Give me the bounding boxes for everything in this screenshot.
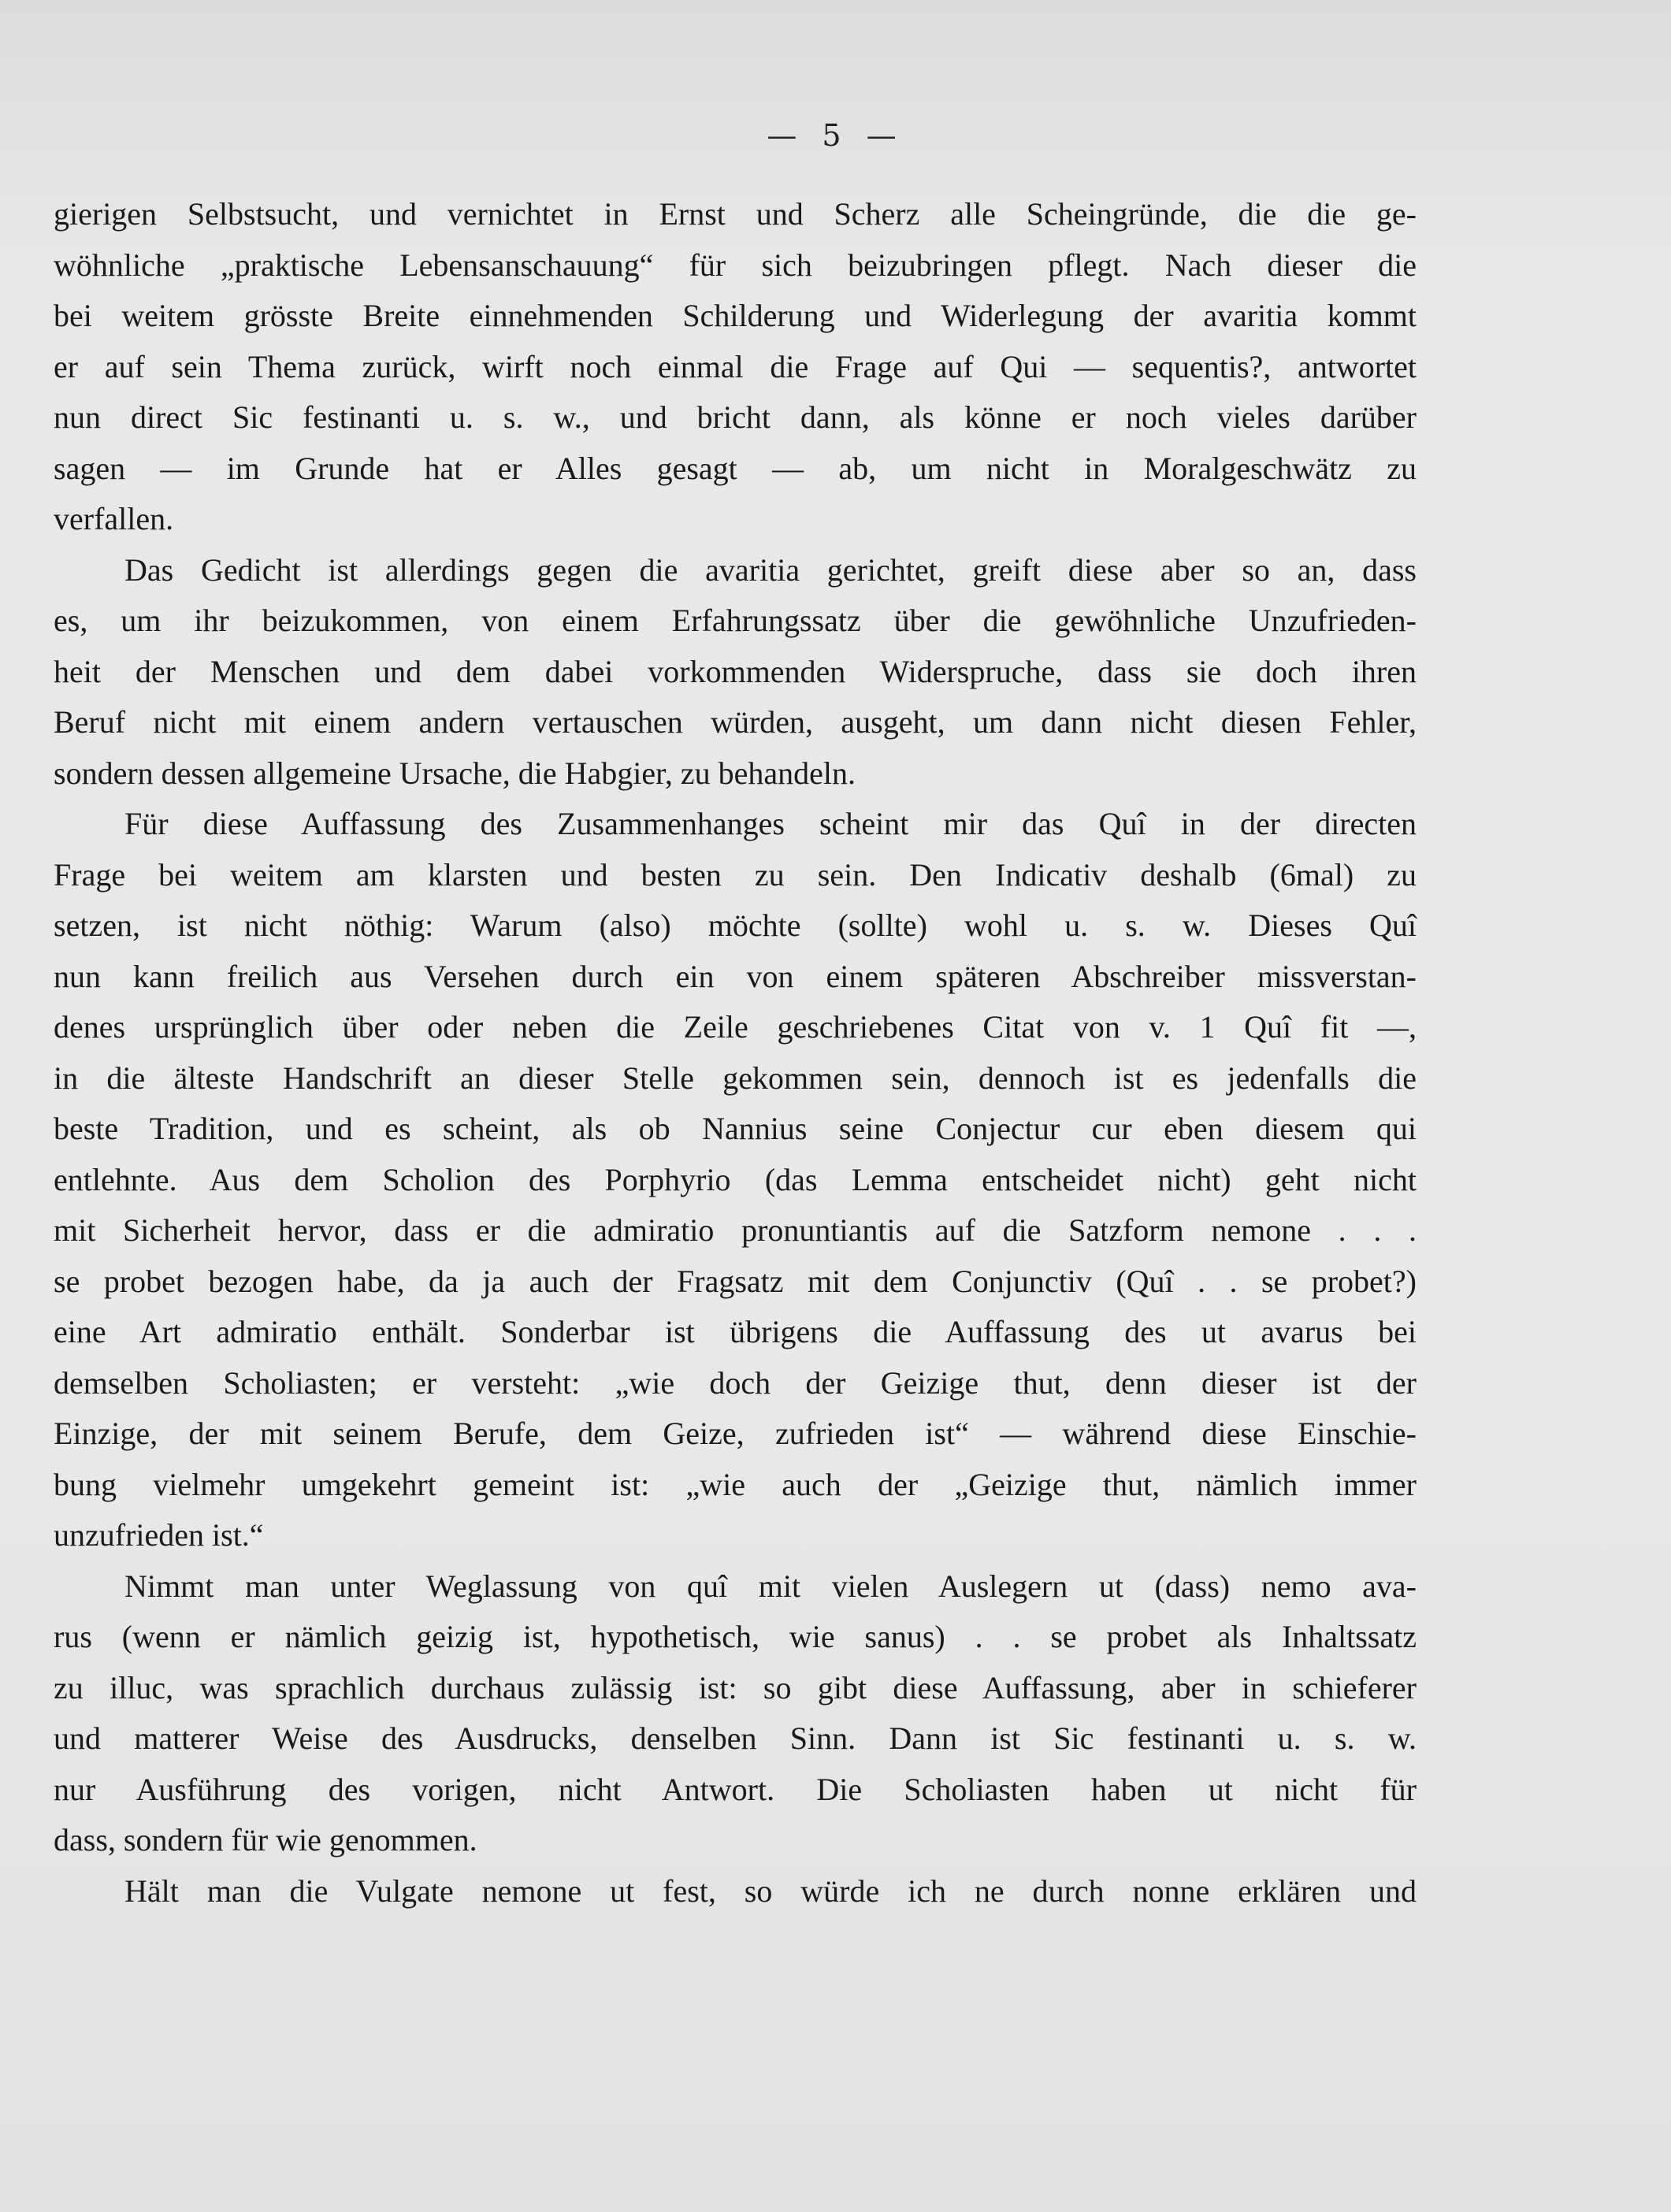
text-line: es, um ihr beizukommen, von einem Erfahrungssatz über die gewöhnliche Unzufrieden- xyxy=(54,603,1417,638)
text-line: Hält man die Vulgate nemone ut fest, so würde ich ne durch nonne erklären und xyxy=(124,1872,1417,1909)
text-line: Für diese Auffassung des Zusammenhanges scheint mir das Quî in der directen xyxy=(124,806,1417,841)
text-line: entlehnte. Aus dem Scholion des Porphyrio (das Lemma entscheidet nicht) geht nicht xyxy=(54,1161,1417,1197)
text-line: nur Ausführung des vorigen, nicht Antwort. Die Scholiasten haben ut nicht für xyxy=(54,1771,1417,1807)
text-line: er auf sein Thema zurück, wirft noch einmal die Frage auf Qui — sequentis?, antwortet xyxy=(54,348,1417,384)
text-line: rus (wenn er nämlich geizig ist, hypothetisch, wie sanus) . . se probet als Inhaltssatz xyxy=(54,1619,1417,1654)
text-line: und matterer Weise des Ausdrucks, denselben Sinn. Dann ist Sic festinanti u. s. w. xyxy=(54,1720,1417,1756)
text-line: in die älteste Handschrift an dieser Stelle gekommen sein, dennoch ist es jedenfalls die xyxy=(54,1060,1417,1096)
text-line: Frage bei weitem am klarsten und besten zu sein. Den Indicativ deshalb (6mal) zu xyxy=(54,856,1417,893)
body-text xyxy=(54,189,1417,1917)
text-line: gierigen Selbstsucht, und vernichtet in Ernst und Scherz alle Scheingründe, die die ge- xyxy=(54,196,1417,232)
text-line: nun direct Sic festinanti u. s. w., und bricht dann, als könne er noch vieles darüber xyxy=(54,399,1417,435)
text-line: Das Gedicht ist allerdings gegen die avaritia gerichtet, greift diese aber so an, dass xyxy=(124,551,1417,588)
text-line: bung vielmehr umgekehrt gemeint ist: „wie auch der „Geizige thut, nämlich immer xyxy=(54,1466,1417,1502)
text-line: demselben Scholiasten; er versteht: „wie doch der Geizige thut, denn dieser ist der xyxy=(54,1364,1417,1401)
text-line: eine Art admiratio enthält. Sonderbar ist übrigens die Auffassung des ut avarus bei xyxy=(54,1314,1417,1349)
text-line: zu illuc, was sprachlich durchaus zulässig ist: so gibt diese Auffassung, aber in schieferer xyxy=(54,1669,1417,1705)
text-line: verfallen. xyxy=(54,501,174,536)
text-line: nun kann freilich aus Versehen durch ein von einem späteren Abschreiber missverstan- xyxy=(54,958,1417,994)
text-line: heit der Menschen und dem dabei vorkommenden Widerspruche, dass sie doch ihren xyxy=(54,653,1417,689)
text-line: Beruf nicht mit einem andern vertauschen würden, ausgeht, um dann nicht diesen Fehler, xyxy=(54,704,1417,740)
text-line: unzufrieden ist.“ xyxy=(54,1517,264,1553)
text-line: setzen, ist nicht nöthig: Warum (also) möchte (sollte) wohl u. s. w. Dieses Quî xyxy=(54,907,1417,943)
text-line: bei weitem grösste Breite einnehmenden Schilderung und Widerlegung der avaritia kommt xyxy=(54,298,1417,333)
text-line: wöhnliche „praktische Lebensanschauung“ für sich beizubringen pflegt. Nach dieser die xyxy=(54,247,1417,283)
text-line: Einzige, der mit seinem Berufe, dem Geize, zufrieden ist“ — während diese Einschie- xyxy=(54,1416,1417,1451)
page-number: — 5 — xyxy=(767,118,904,153)
text-line: denes ursprünglich über oder neben die Zeile geschriebenes Citat von v. 1 Quî fit —, xyxy=(54,1009,1417,1045)
text-line: sagen — im Grunde hat er Alles gesagt — ab, um nicht in Moralgeschwätz zu xyxy=(54,450,1417,486)
text-line: Nimmt man unter Weglassung von quî mit vielen Auslegern ut (dass) nemo ava- xyxy=(124,1568,1417,1604)
text-line: beste Tradition, und es scheint, als ob Nannius seine Conjectur cur eben diesem qui xyxy=(54,1111,1417,1146)
text-line: dass, sondern für wie genommen. xyxy=(54,1822,477,1858)
text-line: sondern dessen allgemeine Ursache, die Habgier, zu behandeln. xyxy=(54,755,856,791)
text-line: se probet bezogen habe, da ja auch der Fragsatz mit dem Conjunctiv (Quî . . se probet?) xyxy=(54,1263,1417,1299)
text-line: mit Sicherheit hervor, dass er die admiratio pronuntiantis auf die Satzform nemone . . . xyxy=(54,1212,1417,1248)
